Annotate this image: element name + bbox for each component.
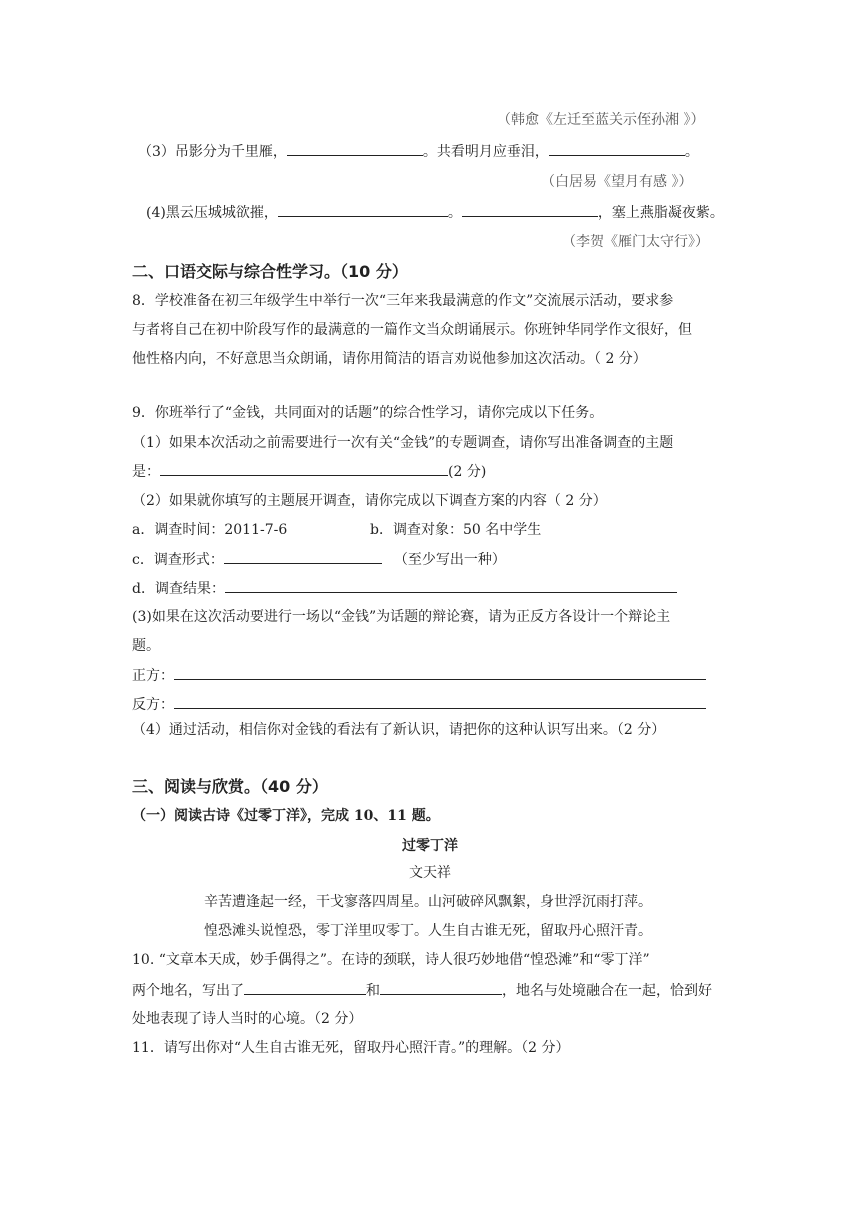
q9-d-blank[interactable]	[225, 578, 677, 593]
q9-1-prefix: 是：	[132, 464, 160, 480]
poem-line-2: 惶恐滩头说惶恐，零丁洋里叹零丁。人生自古谁无死，留取丹心照汗青。	[204, 923, 652, 939]
q9-item-d	[132, 578, 677, 599]
poem-line-1: 辛苦遭逢起一经，干戈寥落四周星。山河破碎风飘絮，身世浮沉雨打萍。	[204, 894, 652, 910]
section-3-heading: 三、阅读与欣赏。（40 分）	[132, 777, 328, 796]
affirmative-label: 正方：	[132, 668, 174, 684]
q9-d-label: d．调查结果：	[132, 581, 225, 597]
q4-blank-1[interactable]	[278, 202, 448, 217]
citation-han-yu: （韩愈《左迁至蓝关示侄孙湘 》）	[497, 112, 705, 128]
q9-item-a: a．调查时间：2011-7-6	[132, 522, 288, 538]
affirmative-blank[interactable]	[174, 665, 706, 680]
q10-text-c: ，地名与处境融合在一起，恰到好	[502, 983, 712, 999]
poem-title: 过零丁洋	[402, 838, 458, 854]
q9-3-line-1: (3)如果在这次活动要进行一场以“金钱”为话题的辩论赛，请为正反方各设计一个辩论主	[132, 609, 671, 625]
q4-text-a: (4)黑云压城城欲摧，	[146, 205, 278, 221]
q10-line-3: 处地表现了诗人当时的心境。（2 分）	[132, 1011, 363, 1027]
question-4-poem-fill	[146, 202, 724, 223]
q9-1-line-2	[132, 461, 486, 482]
q9-4-text: （4）通过活动，相信你对金钱的看法有了新认识，请把你的这种认识写出来。（2 分）	[132, 722, 666, 738]
q10-line-1: 10. “文章本天成，妙手偶得之”。在诗的颈联，诗人很巧妙地借“惶恐滩”和“零丁洋”	[132, 952, 650, 968]
q3-blank-1[interactable]	[287, 141, 423, 156]
q9-1-line-1: （1）如果本次活动之前需要进行一次有关“金钱”的专题调查，请你写出准备调查的主题	[132, 435, 674, 451]
q9-c-note: （至少写出一种）	[393, 552, 506, 568]
negative-label: 反方：	[132, 697, 174, 713]
section-2-heading: 二、口语交际与综合性学习。（10 分）	[132, 262, 408, 281]
q9-c-label: c．调查形式：	[132, 552, 224, 568]
q10-blank-2[interactable]	[380, 980, 502, 995]
q9-1-theme-blank[interactable]	[160, 461, 448, 476]
q10-line-2	[132, 980, 712, 1001]
q9-3-line-2: 题。	[132, 638, 160, 654]
q3-text-b: 。共看明月应垂泪，	[422, 144, 549, 160]
q8-line-3: 他性格内向，不好意思当众朗诵，请你用简洁的语言劝说他参加这次活动。（ 2 分）	[132, 351, 647, 367]
q8-line-2: 与者将自己在初中阶段写作的最满意的一篇作文当众朗诵展示。你班钟华同学作文很好，但	[132, 322, 692, 338]
citation-bai-juyi: （白居易《望月有感 》）	[541, 174, 693, 190]
negative-blank[interactable]	[174, 694, 706, 709]
q10-text-a: 两个地名，写出了	[132, 983, 244, 999]
citation-li-he: （李贺《雁门太守行》）	[562, 234, 709, 250]
q9-2-text: （2）如果就你填写的主题展开调查，请你完成以下调查方案的内容（ 2 分）	[132, 493, 607, 509]
q4-text-c: ，塞上燕脂凝夜紫。	[597, 205, 724, 221]
q4-text-b: 。	[447, 205, 462, 221]
q9-item-b: b．调查对象：50 名中学生	[370, 522, 542, 538]
q10-text-b: 和	[366, 983, 380, 999]
q11-text: 11．请写出你对“人生自古谁无死，留取丹心照汗青。”的理解。（2 分）	[132, 1040, 570, 1056]
q8-line-1: 8．学校准备在初三年级学生中举行一次“三年来我最满意的作文”交流展示活动，要求参	[132, 293, 674, 309]
q9-1-score: (2 分)	[448, 464, 487, 480]
section-3-subheading: （一）阅读古诗《过零丁洋》，完成 10、11 题。	[132, 808, 440, 824]
q10-blank-1[interactable]	[244, 980, 366, 995]
q9-item-c	[132, 549, 506, 570]
debate-affirmative	[132, 665, 706, 686]
q4-blank-2[interactable]	[462, 202, 598, 217]
q9-intro: 9．你班举行了“金钱，共同面对的话题”的综合性学习，请你完成以下任务。	[132, 405, 604, 421]
question-3-poem-fill	[138, 141, 699, 162]
q9-c-blank[interactable]	[224, 549, 382, 564]
q3-text-a: （3）吊影分为千里雁，	[138, 144, 287, 160]
debate-negative	[132, 694, 706, 715]
q3-text-c: 。	[684, 144, 699, 160]
poem-author: 文天祥	[409, 865, 451, 881]
q3-blank-2[interactable]	[549, 141, 685, 156]
